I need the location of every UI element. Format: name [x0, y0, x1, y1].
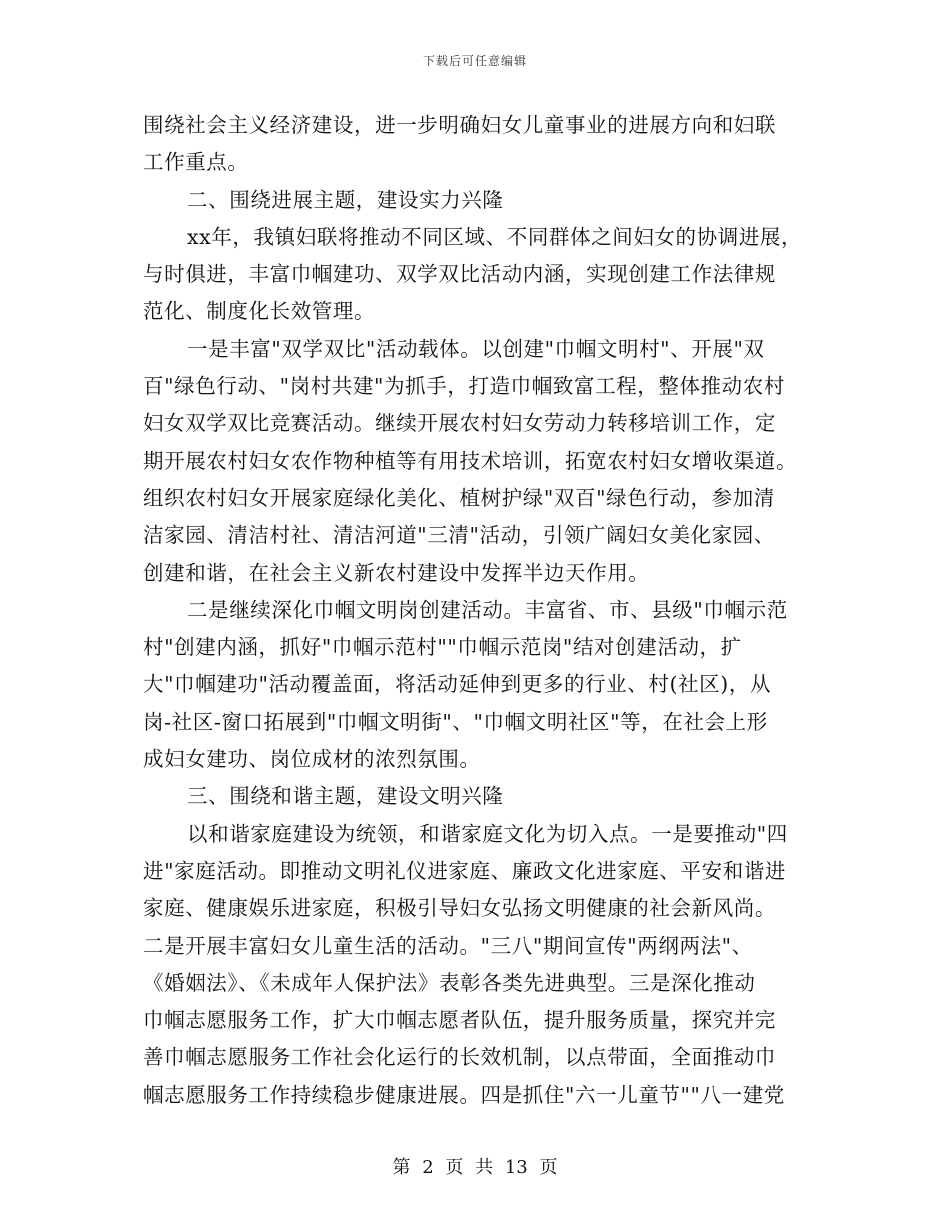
section-heading: 二、围绕进展主题，建设实力兴隆: [187, 187, 504, 212]
text-line: 创建和谐，在社会主义新农村建设中发挥半边天作用。: [143, 560, 650, 585]
text-line: 二是继续深化巾帼文明岗创建活动。丰富省、市、县级"巾帼示范: [187, 597, 788, 622]
text-line: 成妇女建功、岗位成材的浓烈氛围。: [143, 747, 481, 772]
text-line: 一是丰富"双学双比"活动载体。以创建"巾帼文明村"、开展"双: [187, 336, 765, 361]
text-line: 以和谐家庭建设为统领，和谐家庭文化为切入点。一是要推动"四: [187, 821, 788, 846]
text-line: 二是开展丰富妇女儿童生活的活动。"三八"期间宣传"两纲两法"、: [143, 933, 753, 958]
text-line: 善巾帼志愿服务工作社会化运行的长效机制，以点带面，全面推动巾: [143, 1045, 776, 1070]
text-line: 妇女双学双比竞赛活动。继续开展农村妇女劳动力转移培训工作，定: [143, 411, 776, 436]
text-line: 村"创建内涵，抓好"巾帼示范村""巾帼示范岗"结对创建活动，扩: [143, 635, 742, 660]
text-line: 围绕社会主义经济建设，进一步明确妇女儿童事业的进展方向和妇联: [143, 113, 776, 137]
text-line: 帼志愿服务工作持续稳步健康进展。四是抓住"六一儿童节""八一建党: [143, 1082, 785, 1107]
text-line: 洁家园、清洁村社、清洁河道"三清"活动，引领广阔妇女美化家园、: [143, 523, 775, 548]
section-heading: 三、围绕和谐主题，建设文明兴隆: [187, 784, 504, 809]
document-body: [143, 107, 815, 1114]
text-line: 与时俱进，丰富巾帼建功、双学双比活动内涵，实现创建工作法律规: [143, 262, 776, 287]
page-number: 第 2 页 共 13 页: [392, 1157, 558, 1178]
text-line: xx年，我镇妇联将推动不同区域、不同群体之间妇女的协调进展，: [187, 224, 803, 249]
text-line: 进"家庭活动。即推动文明礼仪进家庭、廉政文化进家庭、平安和谐进: [143, 858, 787, 883]
text-line: 组织农村妇女开展家庭绿化美化、植树护绿"双百"绿色行动，参加清: [143, 485, 775, 510]
text-line: 大"巾帼建功"活动覆盖面，将活动延伸到更多的行业、村(社区)，从: [143, 672, 772, 697]
page-header: 下载后可任意编辑: [422, 54, 527, 68]
text-line: 岗-社区-窗口拓展到"巾帼文明街"、"巾帼文明社区"等，在社会上形: [143, 709, 768, 734]
text-line: 工作重点。: [143, 150, 249, 175]
text-line: 家庭、健康娱乐进家庭，积极引导妇女弘扬文明健康的社会新风尚。: [143, 896, 776, 921]
text-line: 期开展农村妇女农作物种植等有用技术培训，拓宽农村妇女增收渠道。: [143, 448, 798, 473]
text-line: 百"绿色行动、"岗村共建"为抓手，打造巾帼致富工程，整体推动农村: [143, 374, 785, 399]
text-line: 《婚姻法》、《未成年人保护法》表彰各类先进典型。三是深化推动: [143, 970, 756, 995]
text-line: 范化、制度化长效管理。: [143, 299, 376, 324]
text-line: 巾帼志愿服务工作，扩大巾帼志愿者队伍，提升服务质量，探究并完: [143, 1008, 776, 1033]
